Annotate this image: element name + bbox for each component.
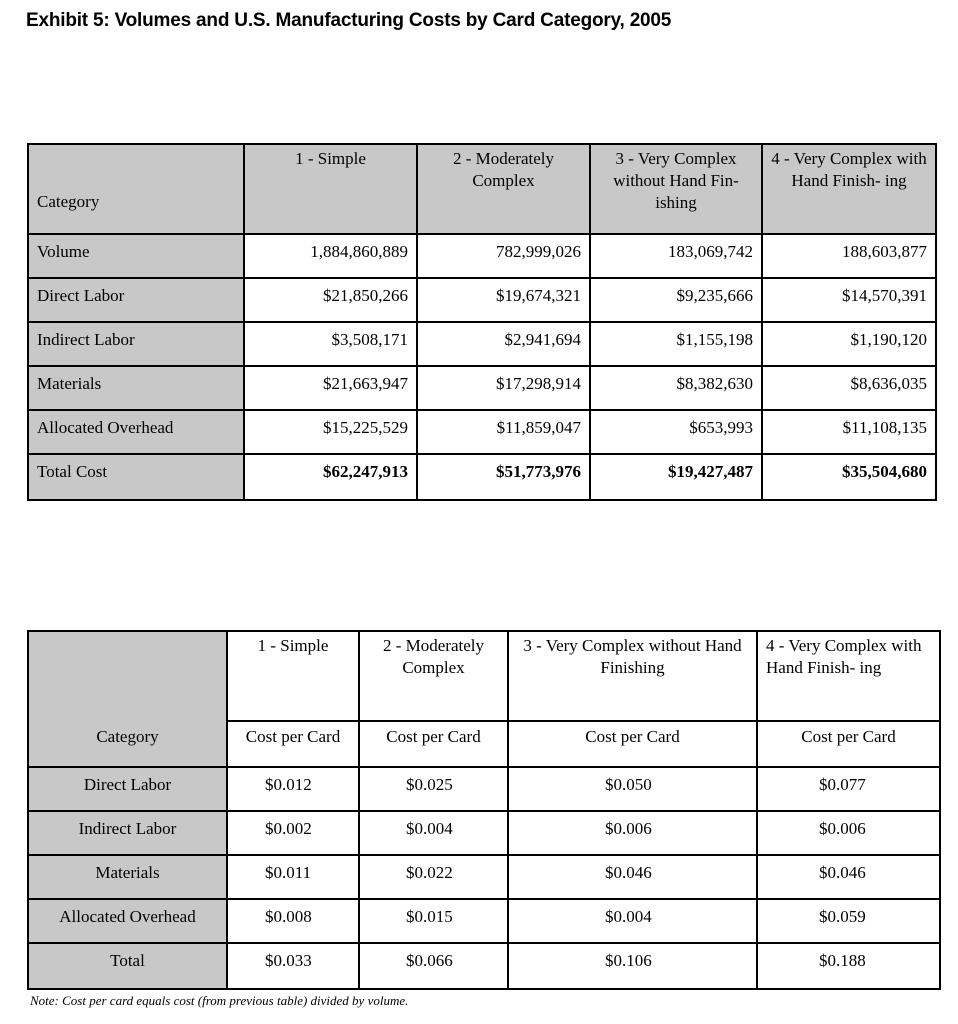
row-label: Direct Labor <box>28 767 227 811</box>
table-cell: $15,225,529 <box>244 410 417 454</box>
table-cell: $21,850,266 <box>244 278 417 322</box>
table-row <box>28 278 936 322</box>
table-row <box>28 811 940 855</box>
row-label: Total Cost <box>28 454 244 500</box>
table-cell: 188,603,877 <box>762 234 936 278</box>
row-label: Volume <box>28 234 244 278</box>
exhibit-title: Exhibit 5: Volumes and U.S. Manufacturing Costs by Card Category, 2005 <box>26 10 672 31</box>
table-cell: $0.012 <box>227 767 359 811</box>
table-cell: $0.188 <box>757 943 940 989</box>
table-cell: $0.059 <box>757 899 940 943</box>
cost-per-card-table <box>27 630 941 990</box>
table-row <box>28 855 940 899</box>
table2-col-header: 2 - Moderately Complex <box>359 631 508 721</box>
table-cell: $0.025 <box>359 767 508 811</box>
table-cell: $0.004 <box>359 811 508 855</box>
table2-subheader: Cost per Card <box>227 721 359 767</box>
table-cell: $0.006 <box>508 811 757 855</box>
table-cell: $0.046 <box>757 855 940 899</box>
table-cell: $0.033 <box>227 943 359 989</box>
total-row <box>28 454 936 500</box>
table2-col-header: 3 - Very Complex without Hand Finishing <box>508 631 757 721</box>
table-cell: $0.011 <box>227 855 359 899</box>
table-cell: 183,069,742 <box>590 234 762 278</box>
table2-subheader: Cost per Card <box>359 721 508 767</box>
table-cell: $0.002 <box>227 811 359 855</box>
table1-col-header: 4 - Very Complex with Hand Finish- ing <box>762 144 936 234</box>
table-cell: $2,941,694 <box>417 322 590 366</box>
table-cell: $14,570,391 <box>762 278 936 322</box>
table-cell: $0.006 <box>757 811 940 855</box>
table-cell: $3,508,171 <box>244 322 417 366</box>
row-label: Allocated Overhead <box>28 410 244 454</box>
table-cell: $62,247,913 <box>244 454 417 500</box>
total-row <box>28 943 940 989</box>
table-row <box>28 322 936 366</box>
table-cell: $0.008 <box>227 899 359 943</box>
row-label: Total <box>28 943 227 989</box>
table-cell: $8,636,035 <box>762 366 936 410</box>
table1-col-header: 3 - Very Complex without Hand Fin- ishing <box>590 144 762 234</box>
volumes-costs-table <box>27 143 937 501</box>
table-cell: 782,999,026 <box>417 234 590 278</box>
table2-col-header: 4 - Very Complex with Hand Finish- ing <box>757 631 940 721</box>
row-label: Indirect Labor <box>28 322 244 366</box>
table-cell: $0.066 <box>359 943 508 989</box>
table-cell: $17,298,914 <box>417 366 590 410</box>
table1-col-header: 1 - Simple <box>244 144 417 234</box>
table-cell: $0.077 <box>757 767 940 811</box>
table-cell: $653,993 <box>590 410 762 454</box>
table-cell: $9,235,666 <box>590 278 762 322</box>
table1-header-row <box>28 144 936 234</box>
row-label: Indirect Labor <box>28 811 227 855</box>
table-cell: $11,108,135 <box>762 410 936 454</box>
table-row <box>28 767 940 811</box>
table-cell: $0.106 <box>508 943 757 989</box>
row-label: Direct Labor <box>28 278 244 322</box>
table1-col-header: 2 - Moderately Complex <box>417 144 590 234</box>
table-cell: $0.004 <box>508 899 757 943</box>
table-cell: $0.046 <box>508 855 757 899</box>
table-row <box>28 899 940 943</box>
table2-subheader: Cost per Card <box>757 721 940 767</box>
row-label: Materials <box>28 366 244 410</box>
table-cell: $0.015 <box>359 899 508 943</box>
table-cell: $1,190,120 <box>762 322 936 366</box>
table2-subheader: Cost per Card <box>508 721 757 767</box>
table2-category-header: Category <box>28 631 227 767</box>
table2-header-row <box>28 631 940 721</box>
table2-col-header: 1 - Simple <box>227 631 359 721</box>
table-cell: $21,663,947 <box>244 366 417 410</box>
table-cell: $0.022 <box>359 855 508 899</box>
table-cell: $51,773,976 <box>417 454 590 500</box>
table-row <box>28 410 936 454</box>
table-cell: $19,427,487 <box>590 454 762 500</box>
table-cell: $1,155,198 <box>590 322 762 366</box>
table-cell: $19,674,321 <box>417 278 590 322</box>
table-cell: $35,504,680 <box>762 454 936 500</box>
table-note: Note: Cost per card equals cost (from previous table) divided by volume. <box>30 993 409 1008</box>
row-label: Materials <box>28 855 227 899</box>
table-cell: 1,884,860,889 <box>244 234 417 278</box>
table-row <box>28 366 936 410</box>
table-cell: $8,382,630 <box>590 366 762 410</box>
table1-category-header: Category <box>28 144 244 234</box>
row-label: Allocated Overhead <box>28 899 227 943</box>
table-cell: $11,859,047 <box>417 410 590 454</box>
table-row <box>28 234 936 278</box>
table-cell: $0.050 <box>508 767 757 811</box>
